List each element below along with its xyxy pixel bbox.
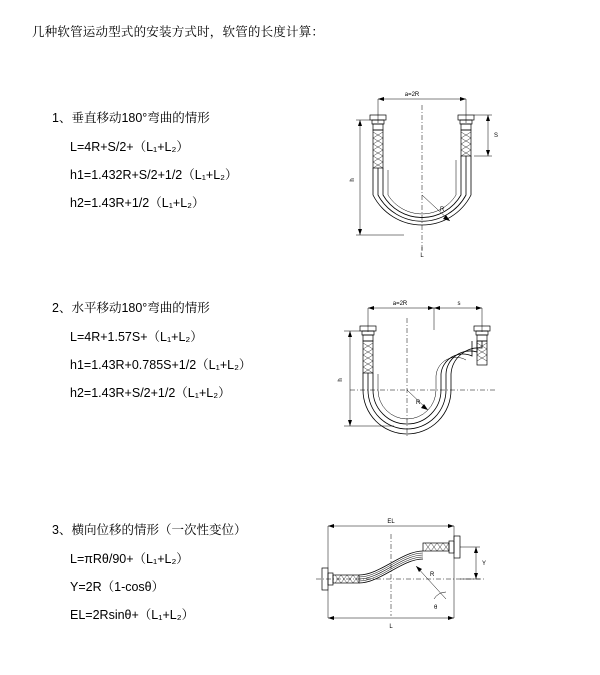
section-1-formula-1: L=4R+S/2+（L₁+L₂） xyxy=(70,140,189,154)
svg-text:R: R xyxy=(430,572,435,578)
section-3-title: 3、横向位移的情形（一次性变位） xyxy=(52,523,247,537)
section-1-title: 1、垂直移动180°弯曲的情形 xyxy=(52,111,210,125)
svg-text:h: h xyxy=(338,378,344,382)
section-3-formula-1: L=πRθ/90+（L₁+L₂） xyxy=(70,552,189,566)
section-1-formula-3: h2=1.43R+1/2（L₁+L₂） xyxy=(70,196,205,210)
section-3-formula-2: Y=2R（1-cosθ） xyxy=(70,580,165,594)
svg-text:S: S xyxy=(494,133,499,139)
figure-vertical-180 xyxy=(316,75,506,265)
section-2-text xyxy=(52,298,302,411)
section-1-formula-2: h1=1.432R+S/2+1/2（L₁+L₂） xyxy=(70,168,238,182)
svg-text:a=2R: a=2R xyxy=(392,301,408,307)
page-title: 几种软管运动型式的安装方式时，软管的长度计算： xyxy=(32,25,325,39)
svg-text:L: L xyxy=(420,253,424,259)
svg-text:s: s xyxy=(457,301,461,307)
section-2-formula-1: L=4R+1.57S+（L₁+L₂） xyxy=(70,330,203,344)
section-3-formula-3: EL=2Rsinθ+（L₁+L₂） xyxy=(70,608,195,622)
section-2-title: 2、水平移动180°弯曲的情形 xyxy=(52,301,210,315)
svg-text:R: R xyxy=(416,400,421,406)
svg-text:a=2R: a=2R xyxy=(404,92,420,98)
svg-text:R: R xyxy=(440,207,445,213)
svg-text:h: h xyxy=(350,178,356,182)
section-2-formula-3: h2=1.43R+S/2+1/2（L₁+L₂） xyxy=(70,386,231,400)
section-3-text xyxy=(52,520,302,633)
svg-text:EL: EL xyxy=(387,519,395,525)
svg-text:Y: Y xyxy=(481,561,487,567)
svg-text:L: L xyxy=(389,624,393,630)
svg-text:θ: θ xyxy=(434,605,438,611)
figure-horizontal-180 xyxy=(316,286,506,446)
figure-lateral-offset xyxy=(294,506,504,636)
section-2-formula-2: h1=1.43R+0.785S+1/2（L₁+L₂） xyxy=(70,358,252,372)
section-1-text xyxy=(52,108,302,221)
